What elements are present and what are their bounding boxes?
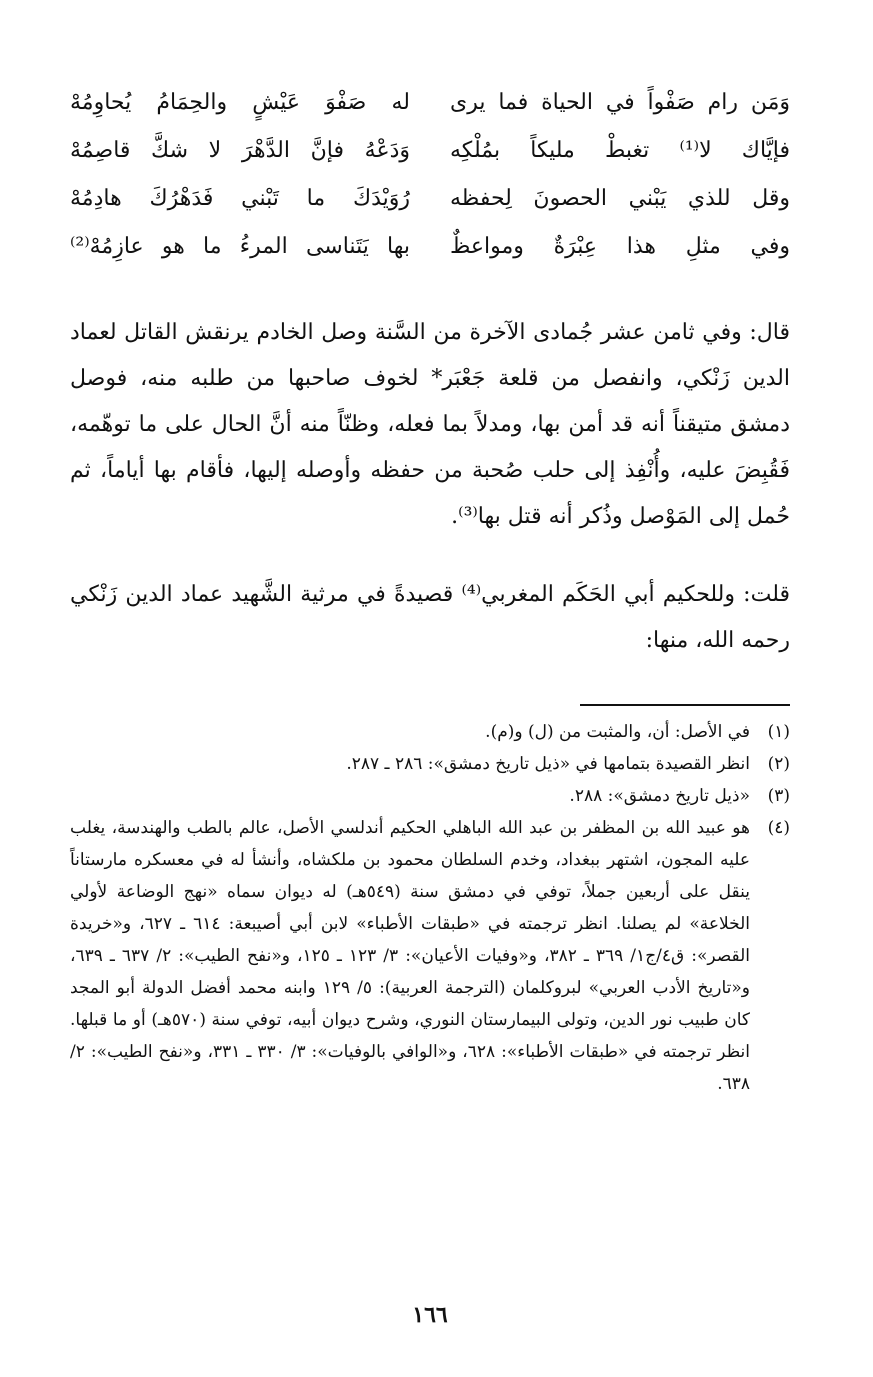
- footnote-divider: [580, 704, 790, 706]
- verse-first-hemistich: وفي مثلِ هذا عِبْرَةٌ ومواعظٌ: [450, 233, 790, 259]
- verse-line: [70, 222, 790, 270]
- verse-second-hemistich: بها يَتَناسى المرءُ ما هو عازِمُهْ⁽²⁾: [70, 233, 410, 259]
- footnote-number: (١): [767, 722, 790, 742]
- body-paragraph: قلت: وللحكيم أبي الحَكَم المغربي⁽⁴⁾ قصيدةً في مرثية الشَّهيد عماد الدين زَنْكي رحمه الله، منها:: [70, 582, 790, 653]
- verse-first-hemistich: فإيَّاك لا⁽¹⁾ تغبطْ مليكاً بمُلْكِه: [450, 137, 790, 163]
- verse-line: [70, 126, 790, 174]
- verse-first-hemistich: وقل للذي يَبْني الحصونَ لِحفظه: [450, 185, 790, 211]
- footnote-text: هو عبيد الله بن المظفر بن عبد الله الباهلي الحكيم أندلسي الأصل، عالم بالطب والهندسة، يغلب عليه المجون، اشتهر ببغداد، وخدم السلطان محمود بن ملكشاه، وأنشأ له في معسكره مارستاناً ينقل على أربعين جملاً، توفي في دمشق سنة (٥٤٩هـ) له ديوان سماه «نهج الوضاعة لأولي الخلاعة» لم يصلنا. انظر ترجمته في «طبقات الأطباء» لابن أبي أصيبعة: ٦١٤ ـ ٦٢٧، و«خريدة القصر»: ق٤/ج١/ ٣٦٩ ـ ٣٨٢، و«وفيات الأعيان»: ٣/ ١٢٣ ـ ١٢٥، و«نفح الطيب»: ٢/ ٦٣٧ ـ ٦٣٩، و«تاريخ الأدب العربي» لبروكلمان (الترجمة العربية): ٥/ ١٢٩ وابنه محمد أفضل الدولة أبو المجد كان طبيب نور الدين، وتولى البيمارستان النوري، وشرح ديوان أبيه، توفي سنة (٥٧٠هـ) أو ما قبلها. انظر ترجمته في «طبقات الأطباء»: ٦٢٨، و«الوافي بالوفيات»: ٣/ ٣٣٠ ـ ٣٣١، و«نفح الطيب»: ٢/ ٦٣٨.: [70, 818, 751, 1094]
- footnote-number: (٤): [767, 818, 790, 838]
- footnote-number: (٢): [767, 754, 790, 774]
- footnote: [70, 716, 790, 748]
- footnote-text: «ذيل تاريخ دمشق»: ٢٨٨.: [569, 786, 750, 806]
- page-number: ١٦٦: [412, 1302, 448, 1328]
- verse-line: [70, 174, 790, 222]
- footnote: [70, 748, 790, 780]
- verse-second-hemistich: له صَفْوَ عَيْشٍ والحِمَامُ يُحاوِمُهْ: [70, 89, 410, 115]
- book-page: [70, 70, 790, 1330]
- verse-first-hemistich: وَمَن رام صَفْواً في الحياة فما يرى: [450, 89, 790, 115]
- footnote: [70, 780, 790, 812]
- verse-second-hemistich: رُوَيْدَكَ ما تَبْني فَدَهْرُكَ هادِمُهْ: [70, 185, 410, 211]
- footnote-text: انظر القصيدة بتمامها في «ذيل تاريخ دمشق»: ٢٨٦ ـ ٢٨٧.: [346, 754, 750, 774]
- verse-line: [70, 78, 790, 126]
- body-paragraph: قال: وفي ثامن عشر جُمادى الآخرة من السَّنة وصل الخادم يرنقش القاتل لعماد الدين زَنْكي، وانفصل من قلعة جَعْبَر* لخوف صاحبها من طلبه منه، فوصل دمشق متيقناً أنه قد أمن بها، ومدلاً بما فعله، وظنّاً منه أنَّ الحال على ما توهّمه، فَقُبِضَ عليه، وأُنْفِذ إلى حلب صُحبة من حفظه وأوصله إليها، فأقام بها أياماً، ثم حُمل إلى المَوْصل وذُكر أنه قتل بها⁽³⁾.: [70, 320, 790, 529]
- footnote-text: في الأصل: أن، والمثبت من (ل) و(م).: [485, 722, 750, 742]
- poem-verses: [70, 78, 790, 270]
- footnote-number: (٣): [767, 786, 790, 806]
- verse-second-hemistich: وَدَعْهُ فإنَّ الدَّهْرَ لا شكَّ قاصِمُهْ: [70, 137, 410, 163]
- footnotes: [70, 716, 790, 1100]
- footnote: [70, 812, 790, 1100]
